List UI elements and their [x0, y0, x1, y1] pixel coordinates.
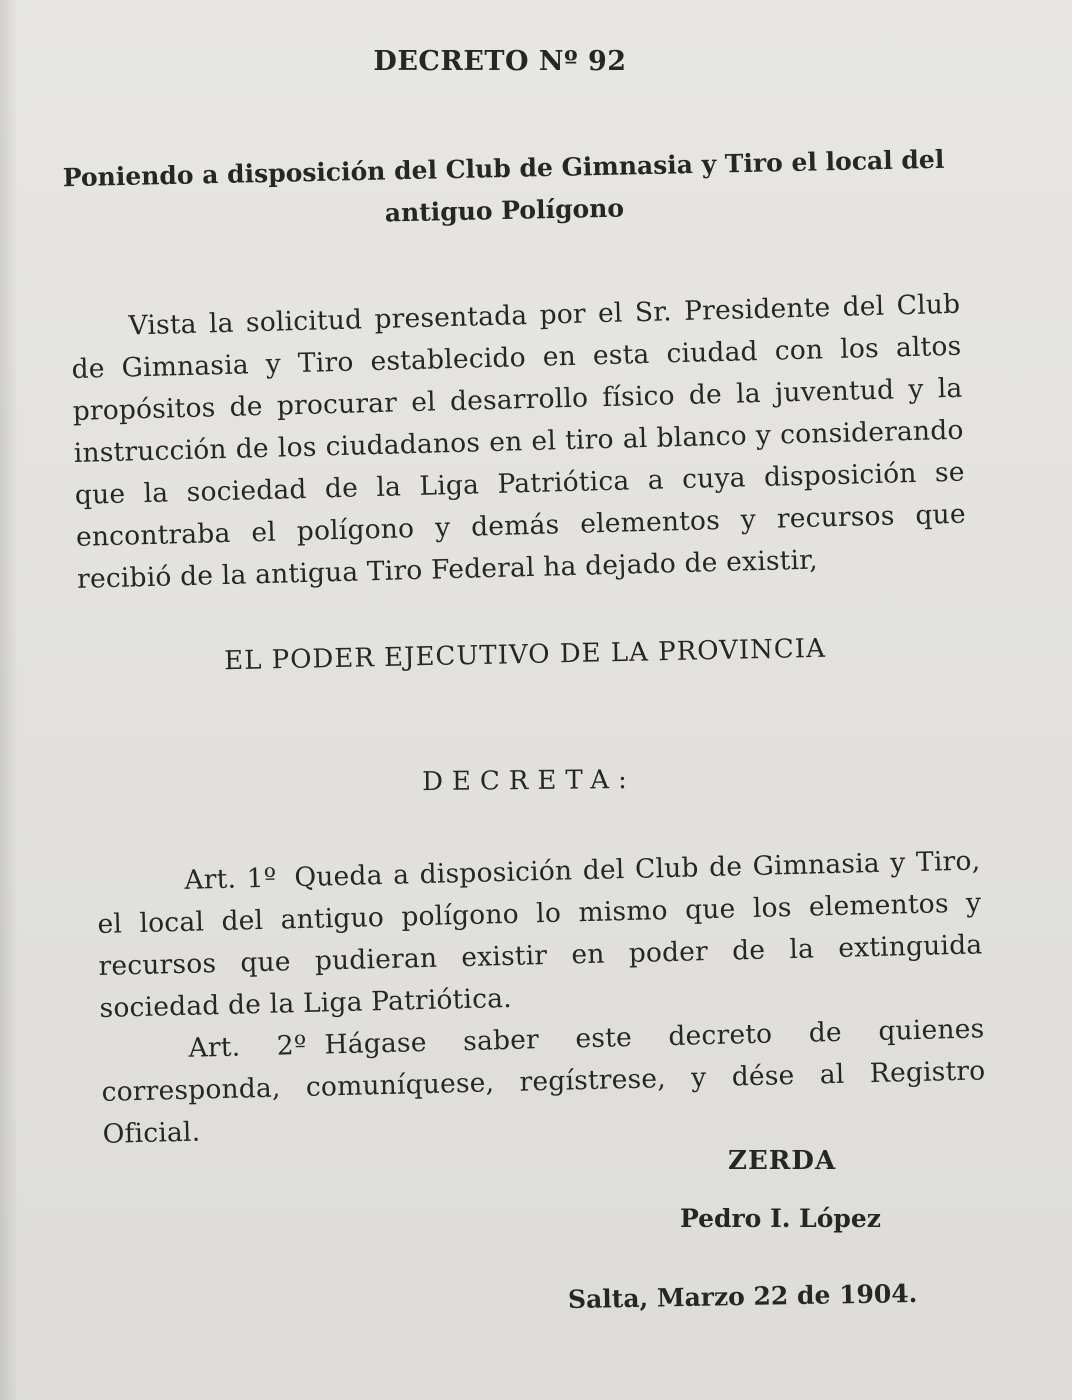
- article-2-number: Art. 2º: [188, 1029, 307, 1064]
- decree-title: DECRETO Nº 92: [373, 46, 627, 77]
- decreta-heading: DECRETA:: [421, 764, 637, 798]
- articles-section: [96, 840, 987, 1156]
- signature-governor: ZERDA: [728, 1146, 837, 1176]
- article-1-text: Queda a disposición del Club de Gimnasia y Tiro, el local del antiguo polígono lo mismo que los elementos y recursos que pudieran existir en poder de la extinguida sociedad de la Liga Patriótica.: [97, 845, 983, 1024]
- page-edge-shadow: [0, 0, 18, 1400]
- signature-minister: Pedro I. López: [680, 1204, 882, 1233]
- authority-heading: EL PODER EJECUTIVO DE LA PROVINCIA: [223, 633, 827, 677]
- article-2-text: Hágase saber este decreto de quienes corresponda, comuníquese, regístrese, y dése al Registro Oficial.: [101, 1013, 986, 1150]
- article-1-number: Art. 1º: [184, 862, 277, 896]
- article-1: [96, 840, 984, 1030]
- intro-paragraph: Vista la solicitud presentada por el Sr. Presidente del Club de Gimnasia y Tiro establecido en esta ciudad con los altos propósitos de procurar el desarrollo físico de la juventud y la instrucción de los ciudadanos en el tiro al blanco y considerando que la sociedad de la Liga Patriótica a cuya disposición se encontraba el polígono y demás elementos y recursos que recibió de la antigua Tiro Federal ha dejado de existir,: [71, 288, 967, 595]
- place-date: Salta, Marzo 22 de 1904.: [567, 1278, 918, 1315]
- article-2: [100, 1008, 987, 1156]
- decree-subtitle: Poniendo a disposición del Club de Gimnasia y Tiro el local del antiguo Polígono: [62, 144, 945, 228]
